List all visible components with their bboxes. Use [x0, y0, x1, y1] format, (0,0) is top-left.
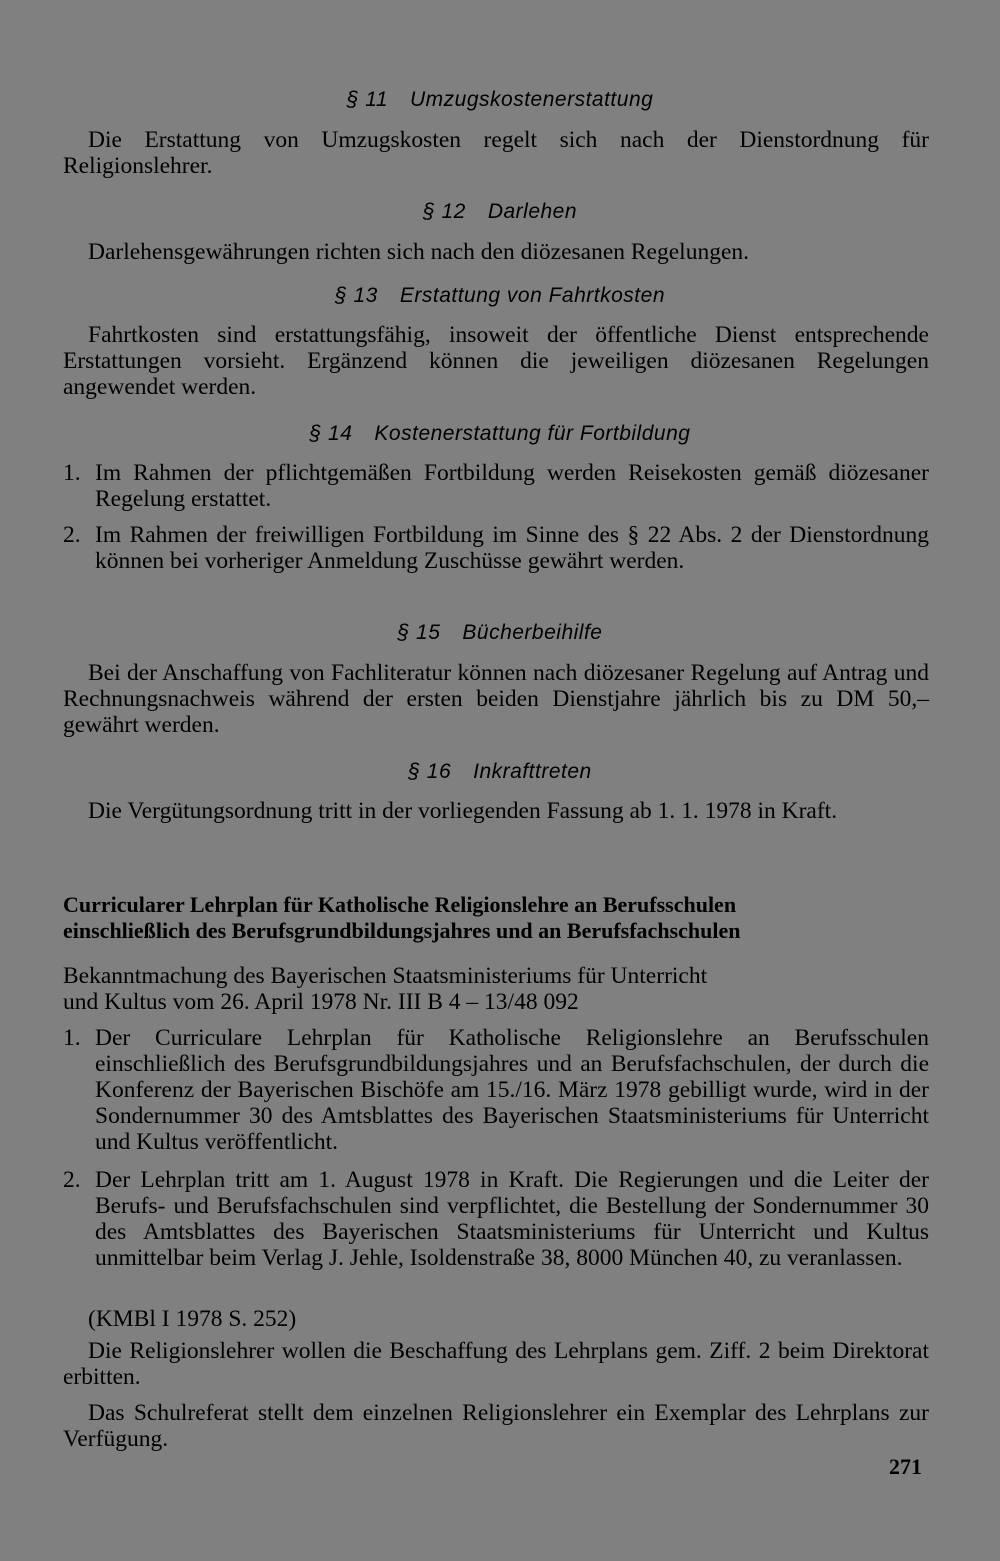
section-13-title: Erstattung von Fahrtkosten: [399, 284, 665, 307]
section-12-number: § 12: [422, 200, 466, 223]
page-number: 271: [889, 1454, 922, 1479]
list-text: Im Rahmen der pflichtgemäßen Fortbildung werden Reisekosten gemäß diözesaner Regelung erstattet.: [95, 460, 929, 512]
section-11-number: § 11: [346, 88, 389, 111]
announcement-line-1: Bekanntmachung des Bayerischen Staatsministeriums für Unterricht: [63, 963, 708, 989]
note-1: Die Religionslehrer wollen die Beschaffung des Lehrplans gem. Ziff. 2 beim Direktorat erbitten.: [63, 1338, 929, 1390]
section-13-heading: [0, 284, 1000, 308]
section-12-title: Darlehen: [487, 200, 578, 223]
section-15-text: Bei der Anschaffung von Fachliteratur können nach diözesaner Regelung auf Antrag und Rechnungsnachweis während der ersten beiden Dienstjahre jährlich bis zu DM 50,– gewährt werden.: [63, 660, 929, 738]
announcement-source: [63, 963, 929, 1015]
list-text: Im Rahmen der freiwilligen Fortbildung im Sinne des § 22 Abs. 2 der Dienstordnung können bei vorheriger Anmeldung Zuschüsse gewährt werden.: [95, 522, 929, 574]
section-15-heading: [0, 621, 1000, 645]
lehrplan-title: [63, 892, 929, 944]
announcement-line-2: und Kultus vom 26. April 1978 Nr. III B 4 – 13/48 092: [63, 989, 579, 1015]
section-15-title: Bücherbeihilfe: [462, 621, 603, 644]
section-11-text: Die Erstattung von Umzugskosten regelt sich nach der Dienstordnung für Religionslehrer.: [63, 127, 929, 179]
section-16-text: Die Vergütungsordnung tritt in der vorliegenden Fassung ab 1. 1. 1978 in Kraft.: [88, 798, 838, 824]
lehrplan-title-line-1: Curricularer Lehrplan für Katholische Religionslehre an Berufsschulen: [63, 892, 737, 917]
section-14-heading: [0, 422, 1000, 446]
lehrplan-item-2: [63, 1167, 929, 1271]
section-14-number: § 14: [309, 422, 353, 445]
lehrplan-item-1: [63, 1025, 929, 1155]
section-14-item-1: [63, 460, 929, 512]
list-number: 2.: [63, 1167, 81, 1193]
list-number: 1.: [63, 1025, 81, 1051]
lehrplan-title-line-2: einschließlich des Berufsgrundbildungsjahres und an Berufsfachschulen: [63, 918, 741, 943]
section-16-heading: [0, 760, 1000, 784]
note-2: Das Schulreferat stellt dem einzelnen Religionslehrer ein Exemplar des Lehrplans zur Verfügung.: [63, 1400, 929, 1452]
section-13-text: Fahrtkosten sind erstattungsfähig, insoweit der öffentliche Dienst entsprechende Erstattungen vorsieht. Ergänzend können die jeweiligen diözesanen Regelungen angewendet werden.: [63, 322, 929, 400]
section-15-number: § 15: [397, 621, 441, 644]
section-11-heading: [0, 88, 1000, 112]
list-number: 2.: [63, 522, 81, 548]
section-16-title: Inkrafttreten: [473, 760, 592, 783]
section-13-number: § 13: [334, 284, 378, 307]
list-number: 1.: [63, 460, 81, 486]
list-text: Der Curriculare Lehrplan für Katholische Religionslehre an Berufsschulen einschließlich des Berufsgrundbildungsjahres und an Berufsfachschulen, der durch die Konferenz der Bayerischen Bischöfe am 15./16. März 1978 gebilligt wurde, wird in der Sondernummer 30 des Amtsblattes des Bayerischen Staatsministeriums für Unterricht und Kultus veröffentlicht.: [95, 1025, 929, 1155]
list-text: Der Lehrplan tritt am 1. August 1978 in Kraft. Die Regierungen und die Leiter der Berufs- und Berufsfachschulen sind verpflichtet, die Bestellung der Sondernummer 30 des Amtsblattes des Bayerischen Staatsministeriums für Unterricht und Kultus unmittelbar beim Verlag J. Jehle, Isoldenstraße 38, 8000 München 40, zu veranlassen.: [95, 1167, 929, 1271]
section-11-title: Umzugskostenerstattung: [410, 88, 654, 111]
section-14-item-2: [63, 522, 929, 574]
section-12-heading: [0, 200, 1000, 224]
section-14-title: Kostenerstattung für Fortbildung: [374, 422, 691, 445]
citation: (KMBl I 1978 S. 252): [88, 1306, 297, 1332]
section-12-text: Darlehensgewährungen richten sich nach den diözesanen Regelungen.: [88, 239, 750, 265]
section-16-number: § 16: [408, 760, 452, 783]
